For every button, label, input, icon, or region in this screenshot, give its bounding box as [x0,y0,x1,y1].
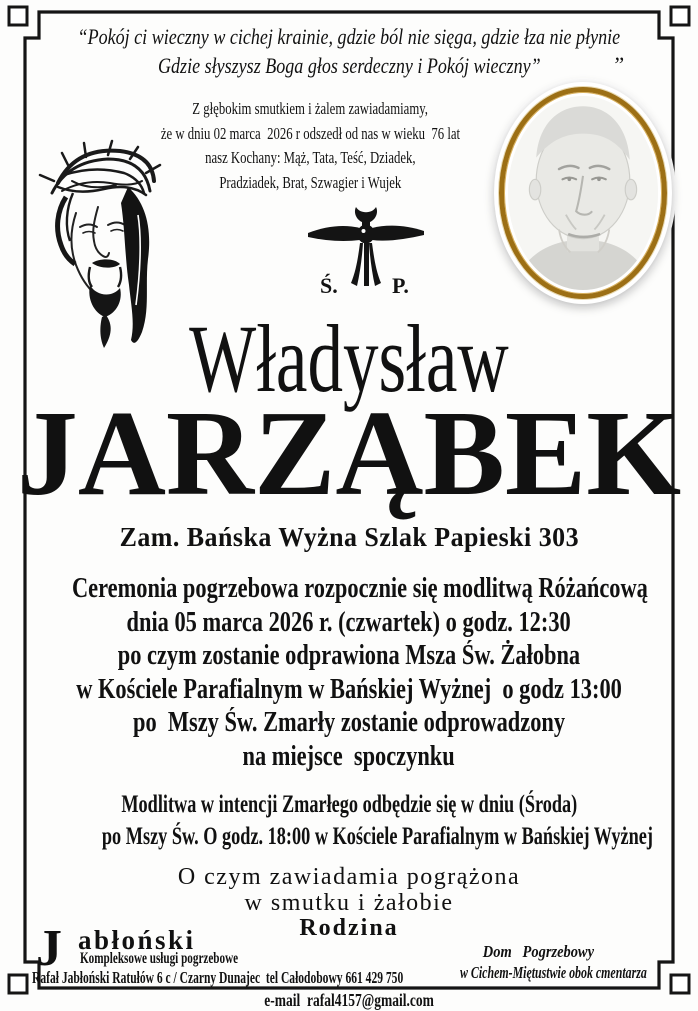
closing-line-1: O czym zawiadamia pogrążona [177,864,521,890]
elderly-man-photo [508,96,658,290]
funeral-home-tagline: Kompleksowe usługi pogrzebowe [80,950,239,967]
ceremony-line: w Kościele Parafialnym w Bańskiej Wyżnej o godz 13:00 [76,673,622,705]
prayer-line: Modlitwa w intencji Zmarłego odbędzie się w dniu (Środa) [121,791,577,818]
funeral-home-initial: J [36,920,62,977]
prayer-line: po Mszy Św. O godz. 18:00 w Kościele Parafialnym w Bańskiej Wyżnej [101,823,653,850]
residence-line: Zam. Bańska Wyżna Szlak Papieski 303 [119,522,579,552]
portrait-photo-area [508,96,658,290]
venue-line: Dom Pogrzebowy [482,942,594,961]
sp-right-label: P. [392,273,409,298]
ceremony-line: po Mszy Św. Zmarły zostanie odprowadzony [132,707,566,738]
announcement-line: nasz Kochany: Mąż, Tata, Teść, Dziadek, [204,148,416,167]
prayer-block [0,789,698,853]
ceremony-line: na miejsce spoczynku [242,740,456,772]
announcement-line: Z głębokim smutkiem i żalem zawiadamiamy, [192,99,428,118]
announcement-line: Pradziadek, Brat, Szwagier i Wujek [219,172,401,192]
ceremony-line: Ceremonia pogrzebowa rozpocznie się modlitwą Różańcową [71,573,648,604]
portrait-photo [494,82,672,304]
venue-line: w Cichem-Miętustwie obok cmentarza [460,963,647,982]
announcement-line: że w dniu 02 marca 2026 r odszedł od nas w wieku 76 lat [160,123,460,143]
funeral-home-email: e-mail rafal4157@gmail.com [264,990,434,1010]
quote-line-2: Gdzie słyszysz Boga głos serdeczny i Pokój wieczny” [157,53,541,78]
ceremony-block [0,572,698,773]
closing-line-2: w smutku i żałobie [244,890,454,916]
family-signature: Rodzina [299,915,399,941]
ceremony-line: dnia 05 marca 2026 r. (czwartek) o godz. 12:30 [126,606,572,638]
funeral-home-name: abłoński [78,925,196,955]
funeral-home-contact: Rafał Jabłoński Ratułów 6 c / Czarny Dunajec tel Całodobowy 661 429 750 [32,968,404,987]
sp-left-label: Ś. [320,273,338,298]
quote-line-1: “Pokój ci wieczny w cichej krainie, gdzie ból nie sięga, gdzie łza nie płynie [77,24,621,49]
venue-block [420,941,656,983]
deceased-last-name: JARZĄBEK [16,386,682,521]
ceremony-line: po czym zostanie odprawiona Msza Św. Żałobna [117,640,581,671]
quote-extra-mark: ” [612,52,625,77]
memorial-cross-icon [300,203,430,303]
deceased-first-name: Władysław [189,305,509,412]
